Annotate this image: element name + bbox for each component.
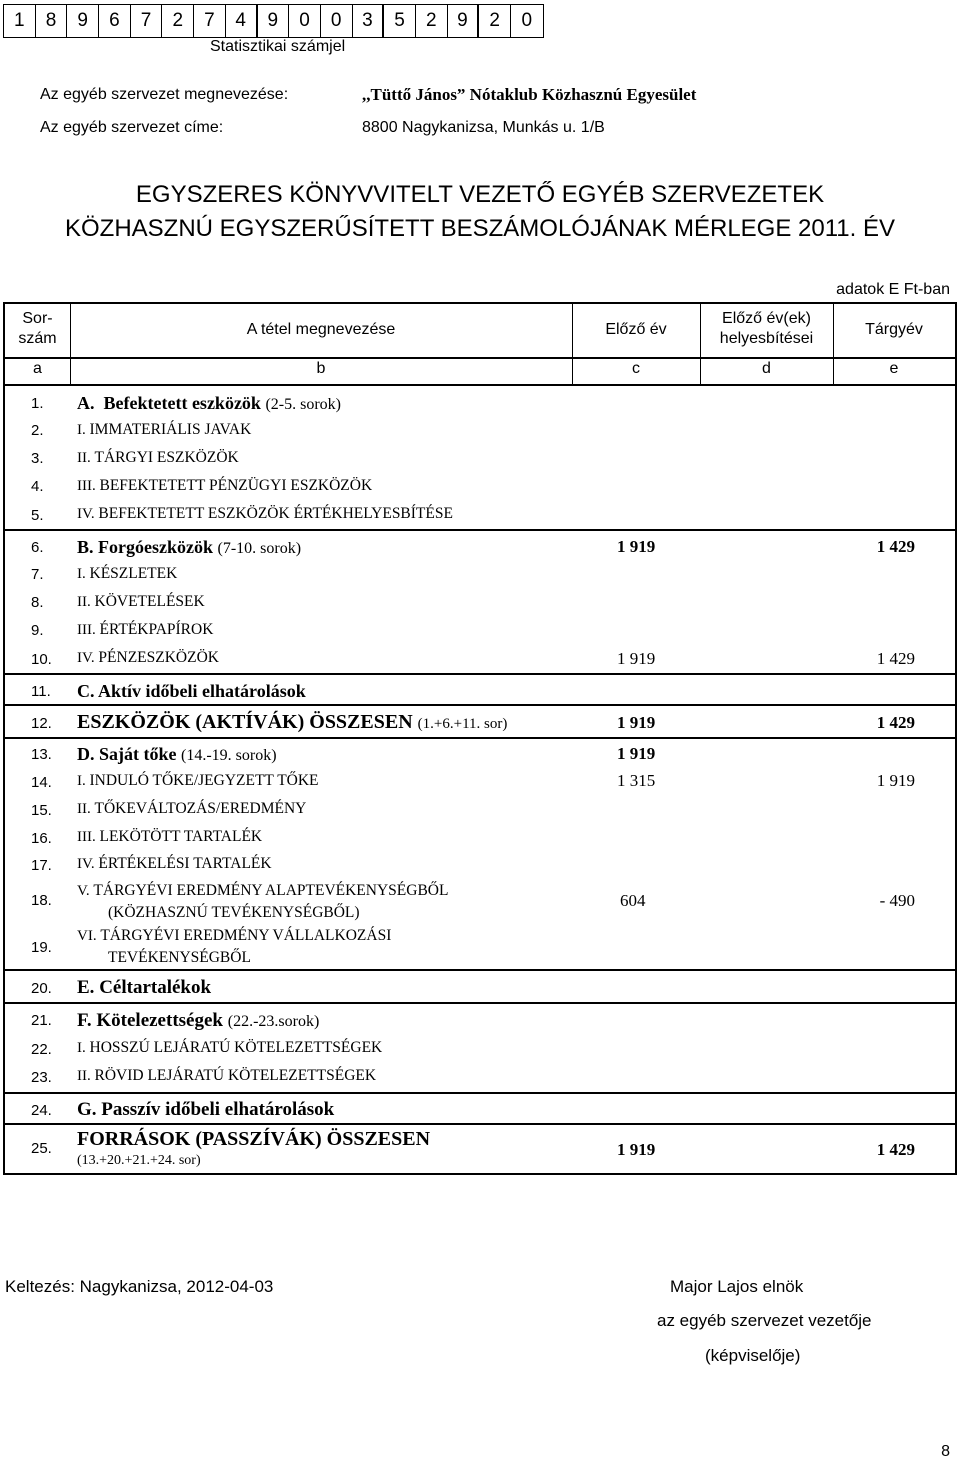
header-corrections-line1: Előző év(ek): [722, 310, 811, 327]
table-row: [5, 1034, 955, 1062]
row-number: 21.: [31, 1012, 52, 1029]
table-row: [5, 471, 955, 499]
row-label: [77, 711, 507, 734]
table-row: [5, 615, 955, 643]
row-label: [77, 1010, 319, 1032]
table-row: [5, 1092, 955, 1125]
row-label: [77, 1128, 430, 1169]
row-number: 5.: [31, 507, 44, 524]
row-name: Befektetett eszközök: [103, 393, 261, 413]
row-label: [77, 537, 301, 558]
table-row: [5, 499, 955, 529]
row-number: 8.: [31, 594, 44, 611]
stat-digit: 2: [162, 5, 194, 37]
row-name: ESZKÖZÖK (AKTÍVÁK) ÖSSZESEN: [77, 711, 413, 733]
row-number: 1.: [31, 395, 44, 412]
row-name: Forgóeszközök: [98, 537, 213, 557]
value-previous-year: 1 919: [617, 744, 656, 763]
row-prefix: III.: [77, 829, 96, 845]
row-name: ÉRTÉKELÉSI TARTALÉK: [98, 855, 272, 872]
row-number: 20.: [31, 980, 52, 997]
row-label: [77, 800, 306, 818]
row-number: 10.: [31, 651, 52, 668]
table-row: [5, 795, 955, 823]
row-number: 9.: [31, 622, 44, 639]
table-row: [5, 443, 955, 471]
stat-digit: 8: [36, 5, 68, 37]
value-current-year: 1 429: [876, 1140, 915, 1159]
letter-a: a: [33, 360, 42, 377]
stat-digit: 0: [521, 10, 533, 31]
row-label: [77, 505, 453, 523]
value-previous-year: 1 919: [617, 713, 656, 732]
signer-representative: (képviselője): [705, 1346, 801, 1365]
row-prefix: VI.: [77, 928, 97, 944]
table-row: [5, 587, 955, 615]
row-number: 24.: [31, 1102, 52, 1119]
table-row: [5, 877, 955, 924]
units-note: adatok E Ft-ban: [836, 281, 950, 298]
table-row: [5, 704, 955, 739]
page-number: 8: [941, 1443, 950, 1460]
header-corrections: [700, 309, 833, 349]
row-number: 11.: [31, 683, 51, 700]
row-prefix: II.: [77, 1068, 91, 1084]
row-number: 6.: [31, 539, 44, 556]
table-row: [5, 529, 955, 561]
org-name-label: Az egyéb szervezet megnevezése:: [40, 86, 289, 103]
table-row: [5, 1062, 955, 1092]
row-label: [77, 1039, 382, 1057]
row-number: 15.: [31, 802, 52, 819]
org-address-value: 8800 Nagykanizsa, Munkás u. 1/B: [362, 119, 605, 136]
row-note: TEVÉKENYSÉGBŐL: [108, 949, 251, 966]
row-prefix: II.: [77, 450, 91, 466]
table-header: [5, 304, 955, 359]
row-name: KÖVETELÉSEK: [94, 593, 205, 610]
row-prefix: II.: [77, 801, 91, 817]
row-prefix: I.: [77, 1040, 86, 1056]
row-number: 14.: [31, 774, 52, 791]
row-name: IMMATERIÁLIS JAVAK: [89, 421, 252, 438]
header-item-name: A tétel megnevezése: [246, 321, 396, 338]
balance-sheet-table: [3, 302, 957, 1175]
value-previous-year: 1 315: [617, 771, 656, 790]
row-label: [77, 449, 239, 467]
table-row: [5, 767, 955, 795]
row-name: Aktív időbeli elhatárolások: [98, 681, 306, 701]
header-sorszam-line2: szám: [18, 330, 57, 347]
table-letter-row: [5, 357, 955, 386]
row-note: (7-10. sorok): [217, 540, 302, 557]
document-title-line1: EGYSZERES KÖNYVVITELT VEZETŐ EGYÉB SZERVEZETEK: [135, 181, 825, 208]
row-prefix: III.: [77, 622, 96, 638]
row-name: INDULÓ TŐKE/JEGYZETT TŐKE: [89, 772, 319, 789]
row-label: [77, 925, 391, 969]
value-previous-year: 1 919: [617, 537, 656, 556]
letter-e: e: [889, 360, 899, 377]
org-address-label: Az egyéb szervezet címe:: [40, 119, 224, 136]
row-label: [77, 977, 211, 999]
row-label: [77, 744, 277, 765]
stat-digit: 9: [448, 5, 480, 37]
row-number: 17.: [31, 857, 52, 874]
header-sorszam: [5, 309, 70, 349]
row-note: (14.-19. sorok): [181, 747, 277, 764]
row-name: KÉSZLETEK: [89, 565, 178, 582]
value-current-year: - 490: [879, 891, 915, 910]
row-number: 22.: [31, 1041, 52, 1058]
row-name: LEKÖTÖTT TARTALÉK: [99, 828, 263, 845]
row-name: BEFEKTETETT ESZKÖZÖK ÉRTÉKHELYESBÍTÉSE: [98, 505, 453, 522]
table-row: [5, 1002, 955, 1036]
row-prefix: II.: [77, 594, 91, 610]
row-name: FORRÁSOK (PASSZÍVÁK) ÖSSZESEN: [77, 1128, 431, 1150]
row-label: [77, 1099, 334, 1121]
stat-digit: 2: [416, 5, 448, 37]
value-previous-year: 604: [620, 891, 646, 910]
stat-digit: 6: [99, 5, 131, 37]
stat-digit: 3: [353, 5, 385, 37]
signer-name: Major Lajos elnök: [670, 1277, 804, 1296]
value-current-year: 1 429: [876, 649, 915, 668]
stat-digit: 5: [384, 5, 416, 37]
document-title-line2: KÖZHASZNÚ EGYSZERŰSÍTETT BESZÁMOLÓJÁNAK MÉRLEGE 2011. ÉV: [65, 215, 895, 242]
value-current-year: 1 429: [876, 713, 915, 732]
row-label: [77, 477, 372, 495]
row-label: [77, 1067, 376, 1085]
signer-role: az egyéb szervezet vezetője: [657, 1311, 872, 1330]
row-prefix: F.: [77, 1010, 92, 1031]
row-number: 7.: [31, 566, 44, 583]
stat-digit: 1: [4, 5, 36, 37]
row-note: (1.+6.+11. sor): [417, 716, 508, 732]
row-name: Saját tőke: [99, 744, 177, 764]
table-row: [5, 823, 955, 851]
row-prefix: IV.: [77, 650, 95, 666]
table-row: [5, 924, 955, 969]
org-name-value: ,,Tüttő János” Nótaklub Közhasznú Egyesület: [362, 85, 697, 104]
table-row: [5, 673, 955, 706]
stat-digit: 4: [226, 5, 258, 37]
value-current-year: 1 429: [876, 537, 915, 556]
row-prefix: G.: [77, 1099, 97, 1120]
row-number: 16.: [31, 830, 52, 847]
row-note: (22.-23.sorok): [227, 1013, 320, 1030]
row-prefix: IV.: [77, 506, 95, 522]
row-name: Céltartalékok: [99, 977, 212, 998]
row-prefix: D.: [77, 744, 95, 764]
row-prefix: I.: [77, 422, 86, 438]
table-row: [5, 969, 955, 1004]
row-number: 12.: [31, 715, 52, 732]
row-label: [77, 621, 213, 639]
stat-digit: 9: [67, 5, 99, 37]
row-note: (KÖZHASZNÚ TEVÉKENYSÉGBŐL): [108, 904, 360, 921]
table-row: [5, 643, 955, 673]
row-number: 4.: [31, 478, 44, 495]
header-corrections-line2: helyesbítései: [719, 330, 814, 347]
row-name: TÁRGYÉVI EREDMÉNY ALAPTEVÉKENYSÉGBŐL: [93, 882, 449, 899]
row-number: 13.: [31, 746, 52, 763]
stat-digit: 7: [131, 5, 163, 37]
row-prefix: I.: [77, 566, 86, 582]
stat-digit: 7: [194, 5, 226, 37]
table-row: [5, 384, 955, 417]
row-name: Passzív időbeli elhatárolások: [101, 1099, 335, 1120]
row-number: 2.: [31, 422, 44, 439]
table-row: [5, 851, 955, 877]
stat-digit: 9: [258, 5, 290, 37]
row-note: (13.+20.+21.+24. sor): [77, 1153, 201, 1168]
row-number: 18.: [31, 892, 52, 909]
value-current-year: 1 919: [876, 771, 915, 790]
row-label: [77, 421, 251, 439]
row-label: [77, 649, 219, 667]
value-previous-year: 1 919: [617, 1140, 656, 1159]
stat-digit: 2: [479, 5, 511, 37]
row-prefix: IV.: [77, 856, 95, 872]
row-note: (2-5. sorok): [265, 396, 341, 413]
letter-d: d: [762, 360, 771, 377]
table-row: [5, 1123, 955, 1175]
row-label: [77, 855, 272, 873]
row-prefix: E.: [77, 977, 95, 998]
header-sorszam-line1: Sor-: [22, 310, 53, 327]
letter-b: b: [316, 360, 326, 377]
stat-digit: 0: [321, 5, 353, 37]
row-name: RÖVID LEJÁRATÚ KÖTELEZETTSÉGEK: [94, 1067, 377, 1084]
table-row: [5, 559, 955, 587]
header-current-year: Tárgyév: [865, 321, 923, 338]
letter-c: c: [632, 360, 640, 377]
row-label: [77, 593, 205, 611]
row-name: BEFEKTETETT PÉNZÜGYI ESZKÖZÖK: [99, 477, 373, 494]
row-name: ÉRTÉKPAPÍROK: [99, 621, 214, 638]
row-name: Kötelezettségek: [96, 1010, 223, 1031]
value-previous-year: 1 919: [617, 649, 656, 668]
row-label: [77, 880, 448, 924]
row-number: 25.: [31, 1140, 52, 1157]
row-prefix: III.: [77, 478, 96, 494]
row-prefix: I.: [77, 773, 86, 789]
table-row: [5, 737, 955, 769]
row-number: 3.: [31, 450, 44, 467]
row-prefix: C.: [77, 681, 95, 701]
row-label: [77, 772, 319, 790]
row-prefix: A.: [77, 393, 95, 413]
row-number: 19.: [31, 939, 52, 956]
date-line: Keltezés: Nagykanizsa, 2012-04-03: [5, 1277, 274, 1296]
row-label: [77, 393, 341, 414]
row-number: 23.: [31, 1069, 52, 1086]
row-label: [77, 681, 306, 702]
table-row: [5, 415, 955, 443]
row-label: [77, 565, 177, 583]
row-name: TÁRGYÉVI EREDMÉNY VÁLLALKOZÁSI: [100, 927, 392, 944]
row-prefix: B.: [77, 537, 94, 557]
row-prefix: V.: [77, 883, 90, 899]
statistical-number: [3, 4, 544, 38]
header-previous-year: Előző év: [605, 321, 667, 338]
row-name: TÁRGYI ESZKÖZÖK: [94, 449, 239, 466]
stat-digit: 0: [289, 5, 321, 37]
row-name: TŐKEVÁLTOZÁS/EREDMÉNY: [94, 800, 307, 817]
row-label: [77, 828, 262, 846]
row-name: HOSSZÚ LEJÁRATÚ KÖTELEZETTSÉGEK: [89, 1039, 383, 1056]
stat-number-label: Statisztikai számjel: [210, 38, 346, 55]
row-name: PÉNZESZKÖZÖK: [98, 649, 219, 666]
